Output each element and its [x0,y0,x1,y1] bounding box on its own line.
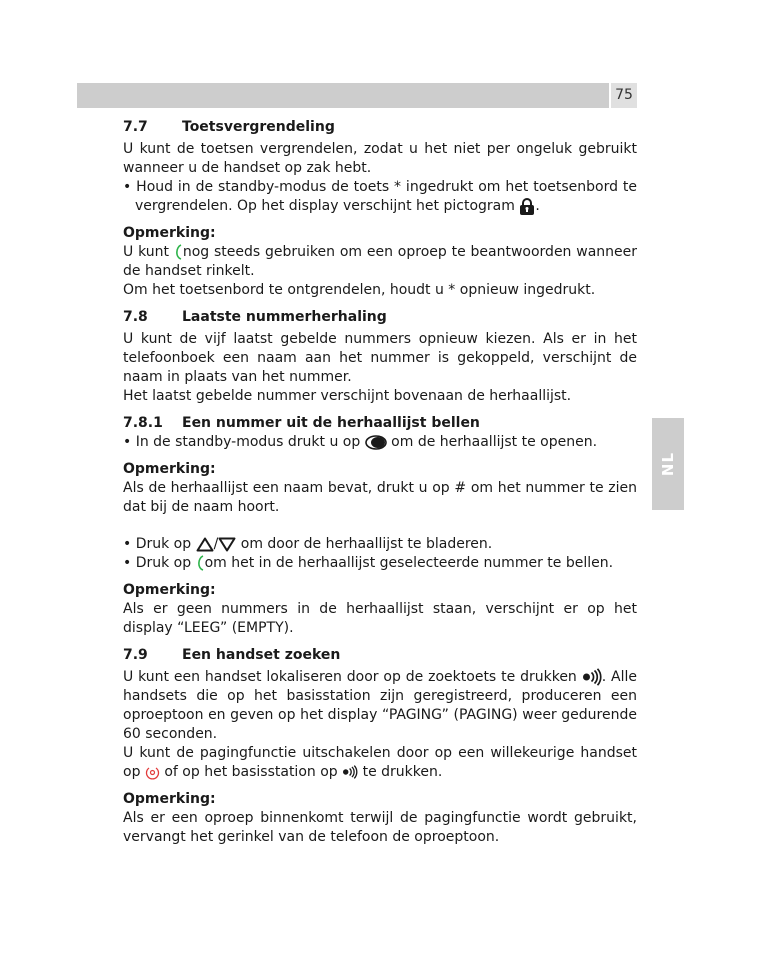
note-text: Als er geen nummers in de herhaallijst staan, verschijnt er op het display “LEEG” (EMPTY). [123,601,637,636]
bullet-item: • Houd in de standby-modus de toets * ingedrukt om het toetsenbord te vergrendelen. Op het display verschijnt het pictogram . [123,179,637,214]
paragraph: Het laatst gebelde nummer verschijnt bovenaan de herhaallijst. [123,388,572,404]
language-tab [652,418,684,510]
bullet-item: • In de standby-modus drukt u op om de herhaallijst te openen. [123,434,598,450]
paragraph: U kunt de vijf laatst gebelde nummers opnieuw kiezen. Als er in het telefoonboek een naam aan het nummer is gekoppeld, verschijnt de naam in plaats van het nummer. [123,331,637,385]
note-text: Als er een oproep binnenkomt terwijl de pagingfunctie wordt gebruikt, vervangt het gerinkel van de telefoon de oproeptoon. [123,810,637,845]
header-bar [77,83,609,108]
up-arrow-icon [196,537,214,552]
note-text: Om het toetsenbord te ontgrendelen, houdt u * opnieuw ingedrukt. [123,282,596,298]
section-heading-7-8-1: 7.8.1 Een nummer uit de herhaallijst bellen [123,415,480,431]
page-signal-icon [342,765,358,779]
call-green-icon [196,555,205,571]
page-number: 75 [611,83,637,108]
language-tab-label: NL [659,451,677,477]
page-signal-icon [582,668,602,686]
nav-key-icon [365,435,387,450]
bullet-item: • Druk op om het in de herhaallijst geselecteerde nummer te bellen. [123,555,614,571]
bullet-item: • Druk op / om door de herhaallijst te bladeren. [123,536,493,552]
paragraph: U kunt de pagingfunctie uitschakelen door op een willekeurige handset op of op het basisstation op te drukken. [123,745,637,780]
note-text: Als de herhaallijst een naam bevat, drukt u op # om het nummer te zien dat bij de naam hoort. [123,480,637,515]
note-title: Opmerking: [123,582,216,598]
note-title: Opmerking: [123,225,216,241]
section-heading-7-9: 7.9 Een handset zoeken [123,647,341,663]
section-heading-7-7: 7.7 Toetsvergrendeling [123,119,335,135]
call-green-icon [174,244,183,260]
note-title: Opmerking: [123,791,216,807]
end-key-red-icon [145,765,160,780]
paragraph: U kunt een handset lokaliseren door op de zoektoets te drukken . Alle handsets die op het basisstation zijn geregistreerd, produceren een oproeptoon en geven op het display “PAGING” (PAGING) weer gedurende 60 seconden. [123,669,638,742]
down-arrow-icon [218,537,236,552]
paragraph: U kunt de toetsen vergrendelen, zodat u het niet per ongeluk gebruikt wanneer u de handset op zak hebt. [123,141,637,176]
section-heading-7-8: 7.8 Laatste nummerherhaling [123,309,387,325]
lock-icon [519,198,535,215]
note-title: Opmerking: [123,461,216,477]
page-content [123,118,637,847]
note-text: U kunt nog steeds gebruiken om een oproep te beantwoorden wanneer de handset rinkelt. [123,244,638,279]
